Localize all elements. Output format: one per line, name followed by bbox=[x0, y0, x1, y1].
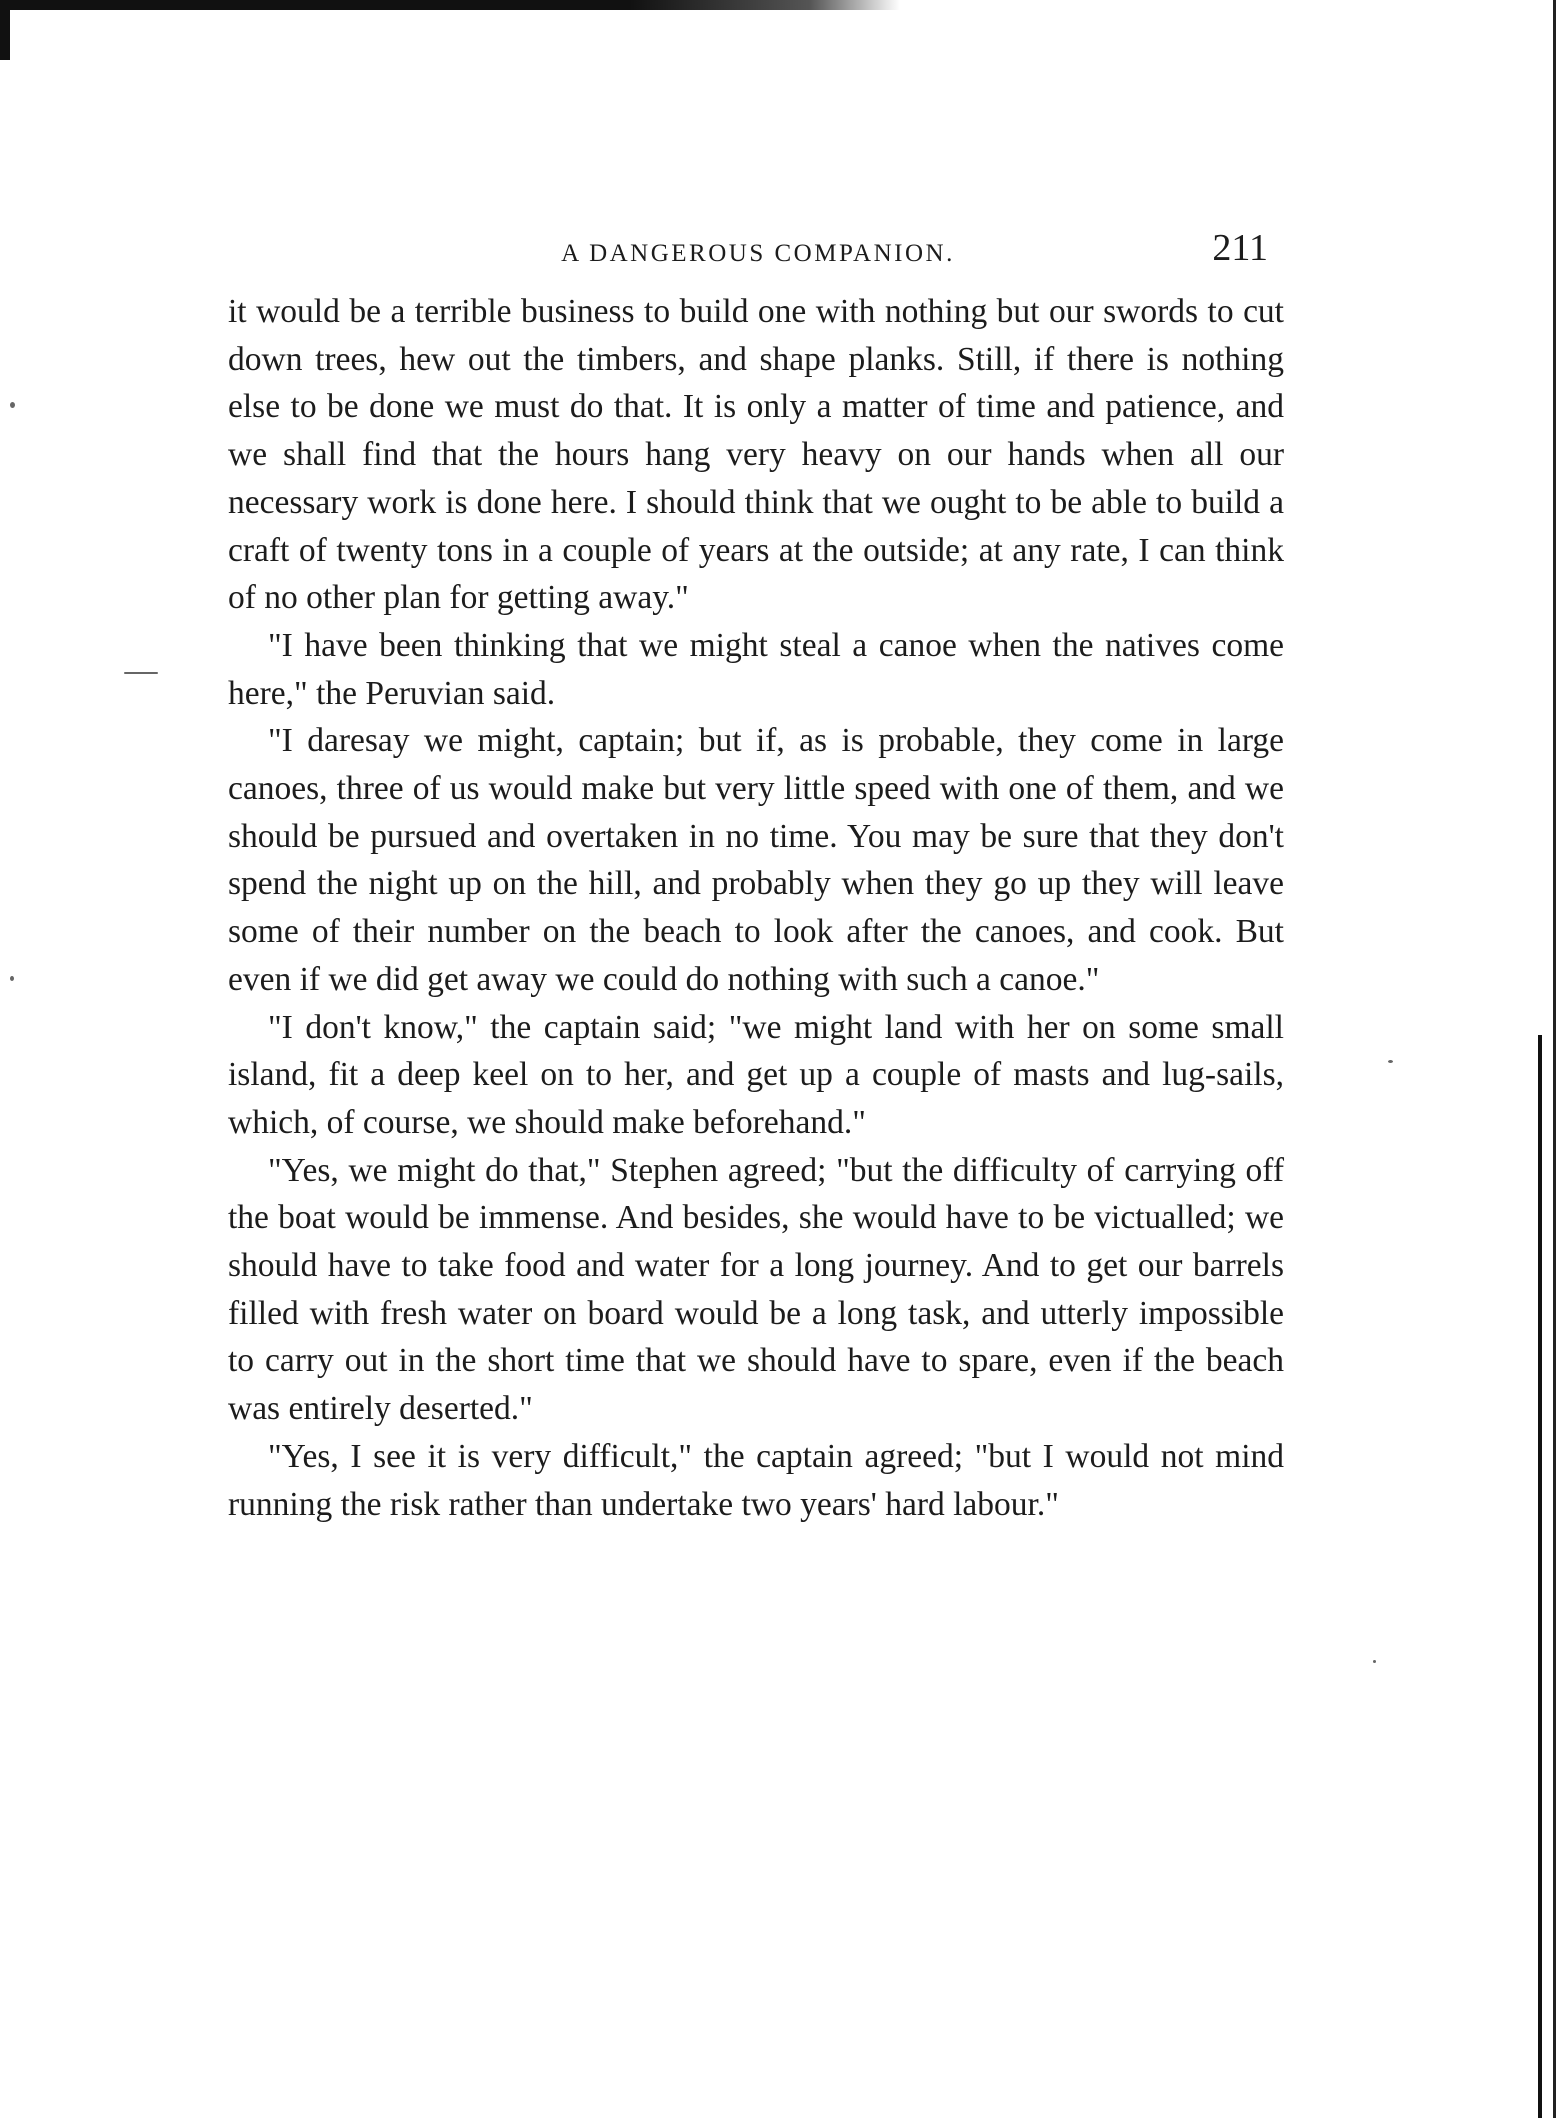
paragraph: "Yes, we might do that," Stephen agreed; "but the difficulty of carrying off the boat would be immense. And besides, she would have to be victualled; we should have to take food and water for a long journey. And to get our barrels filled with fresh water on board would be a long task, and utterly impossible to carry out in the short time that we should have to spare, even if the beach was entirely deserted." bbox=[228, 1151, 1284, 1428]
page-number: 211 bbox=[1212, 227, 1268, 269]
scan-speck bbox=[10, 976, 14, 981]
page-header bbox=[228, 226, 1288, 276]
scan-speck bbox=[1388, 1060, 1393, 1063]
book-page bbox=[228, 226, 1288, 1528]
scan-border-right-inner bbox=[1538, 1035, 1542, 2118]
scan-border-top bbox=[0, 0, 900, 10]
running-title: A DANGEROUS COMPANION. bbox=[561, 240, 955, 267]
paragraph: "I daresay we might, captain; but if, as is probable, they come in large canoes, three of us would make but very little speed with one of them, and we should be pursued and overtaken in no time. You may be sure that they don't spend the night up on the hill, and probably when they go up they will leave some of their number on the beach to look after the canoes, and cook. But even if we did get away we could do nothing with such a canoe." bbox=[228, 722, 1284, 998]
paragraph: "I don't know," the captain said; "we might land with her on some small island, fit a deep keel on to her, and get up a couple of masts and lug-sails, which, of course, we should make beforehand." bbox=[228, 1008, 1284, 1141]
scan-speck bbox=[1373, 1660, 1376, 1663]
body-text bbox=[228, 288, 1284, 1528]
scan-speck bbox=[10, 402, 15, 408]
scan-border-corner bbox=[0, 0, 10, 60]
paragraph: "Yes, I see it is very difficult," the captain agreed; "but I would not mind running the risk rather than undertake two years' hard labour." bbox=[228, 1437, 1284, 1523]
paragraph: "I have been thinking that we might steal a canoe when the natives come here," the Peruvian said. bbox=[228, 626, 1284, 712]
scan-speck bbox=[124, 672, 158, 674]
paragraph: it would be a terrible business to build one with nothing but our swords to cut down trees, hew out the timbers, and shape planks. Still, if there is nothing else to be done we must do that. It is only a matter of time and patience, and we shall find that the hours hang very heavy on our hands when all our necessary work is done here. I should think that we ought to be able to build a craft of twenty tons in a couple of years at the outside; at any rate, I can think of no other plan for getting away." bbox=[228, 293, 1284, 617]
